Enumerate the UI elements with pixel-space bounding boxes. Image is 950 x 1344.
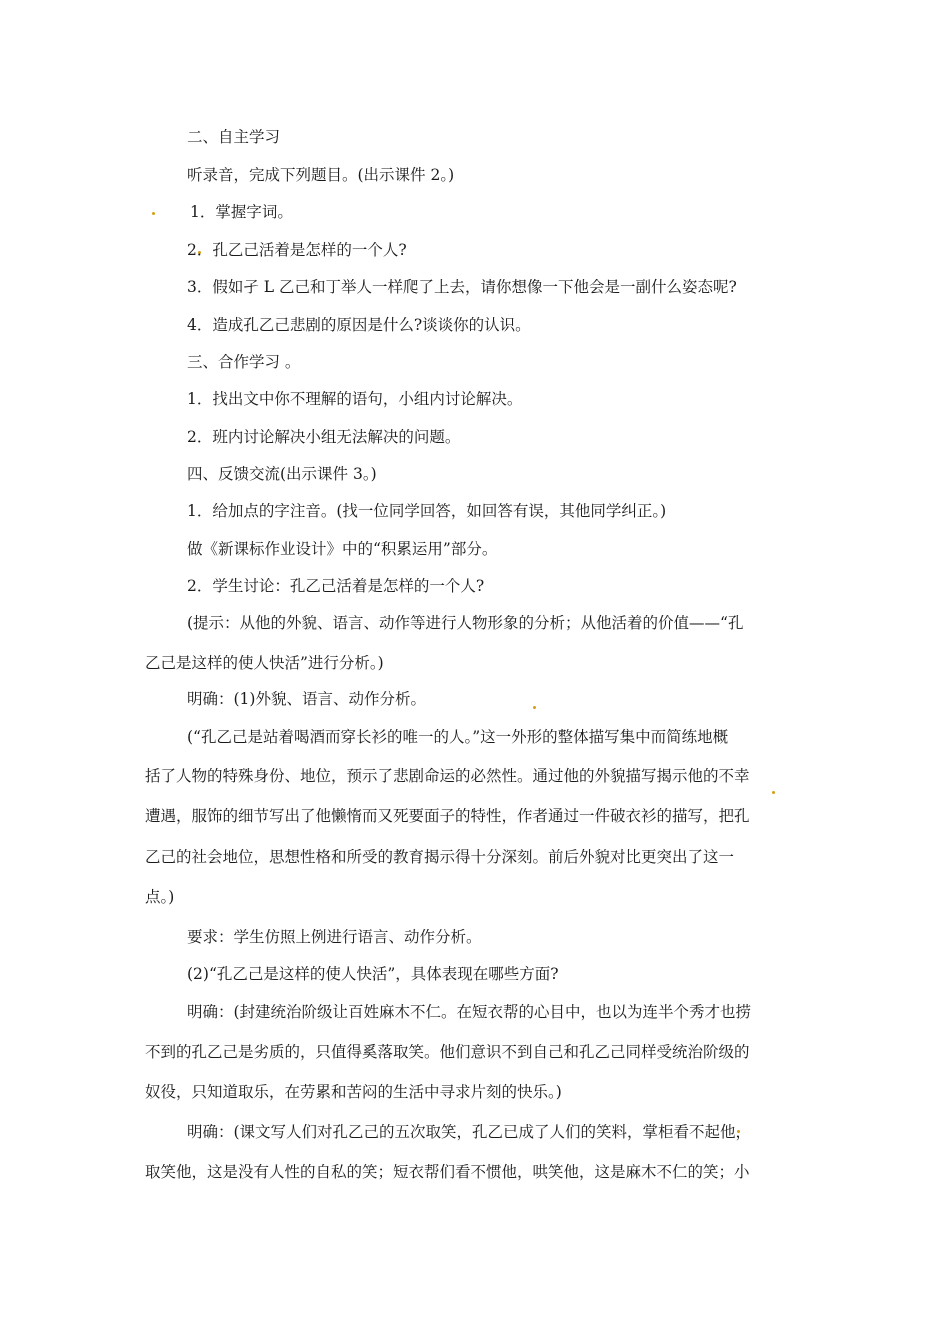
section-heading: 三、合作学习 。 (187, 353, 301, 371)
paragraph-line: (“孔乙己是站着喝酒而穿长衫的唯一的人。”这一外形的整体描写集中而简练地概 (187, 728, 729, 746)
paragraph-line: 做《新课标作业设计》中的“积累运用”部分。 (187, 540, 498, 558)
paragraph-line: 遭遇，服饰的细节写出了他懒惰而又死要面子的特性，作者通过一件破衣衫的描写，把孔 (145, 807, 750, 825)
paragraph-line: 乙己是这样的使人快活”进行分析。) (145, 654, 384, 672)
paragraph-line: (2)“孔乙己是这样的使人快活”，具体表现在哪些方面? (187, 965, 559, 983)
speck-mark (152, 212, 155, 215)
list-item: 2．班内讨论解决小组无法解决的问题。 (187, 428, 461, 446)
section-heading: 四、反馈交流(出示课件 3。) (187, 465, 377, 483)
paragraph-line: 括了人物的特殊身份、地位，预示了悲剧命运的必然性。通过他的外貌描写揭示他的不幸 (145, 767, 750, 785)
speck-mark (772, 791, 775, 794)
speck-mark (533, 706, 536, 709)
paragraph-line: 明确：(封建统治阶级让百姓麻木不仁。在短衣帮的心目中，也以为连半个秀才也捞 (187, 1003, 752, 1021)
paragraph-line: 奴役，只知道取乐，在劳累和苦闷的生活中寻求片刻的快乐。) (145, 1083, 562, 1101)
paragraph-line: 点。) (145, 888, 175, 906)
list-item: 3．假如孑 L 乙己和丁举人一样爬了上去，请你想像一下他会是一副什么姿态呢? (187, 278, 737, 296)
paragraph-line: 明确：(课文写人们对孔乙己的五次取笑，孔乙已成了人们的笑料，掌柜看不起他， (187, 1123, 752, 1141)
list-item: 1．找出文中你不理解的语句，小组内讨论解决。 (187, 390, 523, 408)
paragraph-line: 明确：(1)外貌、语言、动作分析。 (187, 690, 426, 708)
list-item: 2．学生讨论：孔乙己活着是怎样的一个人? (187, 577, 485, 595)
list-item: 1．给加点的字注音。(找一位同学回答，如回答有误，其他同学纠正。) (187, 502, 667, 520)
list-item: 4．造成孔乙己悲剧的原因是什么?谈谈你的认识。 (187, 316, 531, 334)
paragraph-line: (提示：从他的外貌、语言、动作等进行人物形象的分析；从他活着的价值——“孔 (187, 614, 744, 632)
paragraph-line: 取笑他，这是没有人性的自私的笑；短衣帮们看不惯他，哄笑他，这是麻木不仁的笑；小 (145, 1163, 750, 1181)
section-heading: 二、自主学习 (187, 128, 281, 146)
list-item: 1．掌握字词。 (190, 203, 293, 221)
list-item: 2．孔乙己活着是怎样的一个人? (187, 241, 407, 259)
paragraph-line: 乙己的社会地位，思想性格和所受的教育揭示得十分深刻。前后外貌对比更突出了这一 (145, 848, 735, 866)
paragraph-line: 要求：学生仿照上例进行语言、动作分析。 (187, 928, 482, 946)
paragraph-line: 听录音，完成下列题目。(出示课件 2。) (187, 166, 455, 184)
paragraph-line: 不到的孔乙己是劣质的，只值得奚落取笑。他们意识不到自己和孔乙己同样受统治阶级的 (145, 1043, 750, 1061)
